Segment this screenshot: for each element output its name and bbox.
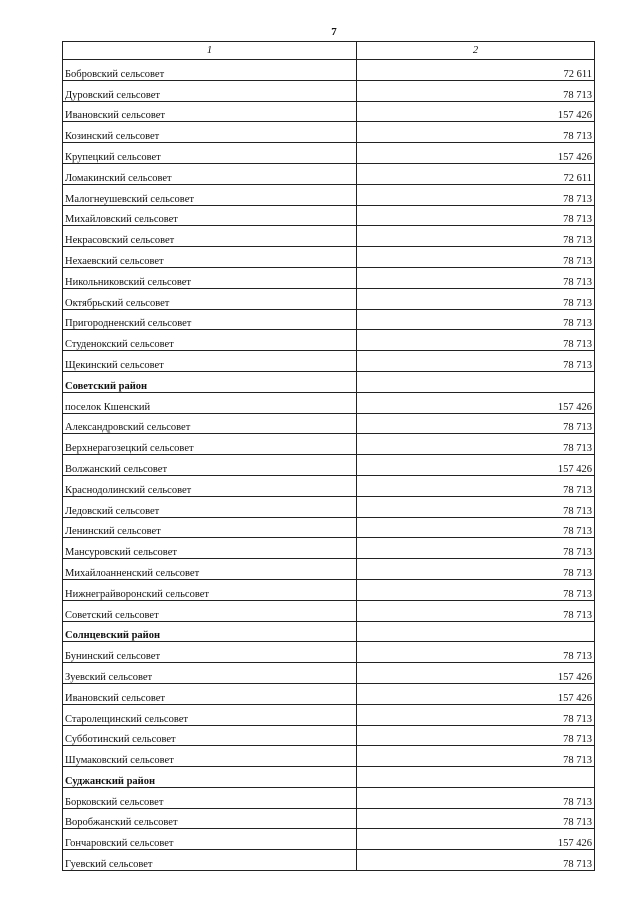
settlement-name: Бунинский сельсовет [63,642,357,663]
settlement-name: Крупецкий сельсовет [63,143,357,164]
settlement-name: Старолещинский сельсовет [63,704,357,725]
settlement-name: Бобровский сельсовет [63,60,357,81]
table-row [63,517,595,538]
table-row [63,663,595,684]
amount-cell: 78 713 [357,205,595,226]
column-header-2: 2 [357,42,595,60]
settlement-name: Шумаковский сельсовет [63,746,357,767]
settlement-name: Михайловский сельсовет [63,205,357,226]
amount-cell: 78 713 [357,247,595,268]
settlement-name: Пригородненский сельсовет [63,309,357,330]
amount-cell: 78 713 [357,267,595,288]
amount-cell: 78 713 [357,309,595,330]
table-row [63,725,595,746]
amount-cell: 78 713 [357,496,595,517]
table-row [63,559,595,580]
amount-cell: 78 713 [357,122,595,143]
amount-cell: 78 713 [357,517,595,538]
section-title: Советский район [63,371,357,392]
settlement-name: Гончаровский сельсовет [63,829,357,850]
amount-cell: 78 713 [357,184,595,205]
amount-cell: 78 713 [357,850,595,871]
settlement-name: Нехаевский сельсовет [63,247,357,268]
table-row [63,683,595,704]
settlement-name: Никольниковский сельсовет [63,267,357,288]
page-number: 7 [331,26,337,38]
table-row [63,808,595,829]
table-row [63,184,595,205]
settlement-name: Михайлоанненский сельсовет [63,559,357,580]
settlement-name: Малогнеушевский сельсовет [63,184,357,205]
table-row [63,392,595,413]
amount-cell [357,767,595,788]
settlement-name: Мансуровский сельсовет [63,538,357,559]
settlement-name: Щекинский сельсовет [63,351,357,372]
amount-cell [357,621,595,642]
amount-cell: 157 426 [357,683,595,704]
table-row [63,309,595,330]
amount-cell: 78 713 [357,330,595,351]
amount-cell: 78 713 [357,600,595,621]
amount-cell: 78 713 [357,642,595,663]
table-row [63,205,595,226]
table-row [63,455,595,476]
settlement-name: Ледовский сельсовет [63,496,357,517]
table-row [63,704,595,725]
settlement-name: Дуровский сельсовет [63,80,357,101]
settlement-name: поселок Кшенский [63,392,357,413]
table-row [63,101,595,122]
table-row [63,642,595,663]
settlement-name: Воробжанский сельсовет [63,808,357,829]
amount-cell: 78 713 [357,579,595,600]
amount-cell: 157 426 [357,829,595,850]
settlement-name: Гуевский сельсовет [63,850,357,871]
section-title: Суджанский район [63,767,357,788]
table-body [63,60,595,871]
table-row [63,600,595,621]
table-row [63,163,595,184]
table-row [63,475,595,496]
amount-cell: 78 713 [357,704,595,725]
settlement-name: Ивановский сельсовет [63,683,357,704]
section-title: Солнцевский район [63,621,357,642]
settlement-name: Краснодолинский сельсовет [63,475,357,496]
table-row [63,538,595,559]
table-row [63,434,595,455]
amount-cell: 157 426 [357,143,595,164]
table-row [63,496,595,517]
table-row [63,247,595,268]
settlement-name: Октябрьский сельсовет [63,288,357,309]
amount-cell: 72 611 [357,163,595,184]
amount-cell: 157 426 [357,455,595,476]
table-header-row [63,42,595,60]
amount-cell: 72 611 [357,60,595,81]
settlement-name: Зуевский сельсовет [63,663,357,684]
settlement-name: Ленинский сельсовет [63,517,357,538]
amount-cell [357,371,595,392]
table-row [63,746,595,767]
amount-cell: 78 713 [357,80,595,101]
table-row [63,80,595,101]
settlement-name: Нижнеграйворонский сельсовет [63,579,357,600]
table-row [63,413,595,434]
amount-cell: 78 713 [357,475,595,496]
amount-cell: 78 713 [357,559,595,580]
settlement-name: Некрасовский сельсовет [63,226,357,247]
amount-cell: 78 713 [357,746,595,767]
table-row [63,288,595,309]
amount-cell: 78 713 [357,538,595,559]
amount-cell: 78 713 [357,351,595,372]
amount-cell: 157 426 [357,663,595,684]
table-row [63,579,595,600]
settlement-name: Студенокский сельсовет [63,330,357,351]
table-row [63,351,595,372]
amount-cell: 78 713 [357,226,595,247]
amount-cell: 157 426 [357,392,595,413]
section-row [63,767,595,788]
allocation-table [62,41,595,871]
section-row [63,621,595,642]
table-row [63,122,595,143]
amount-cell: 78 713 [357,434,595,455]
amount-cell: 78 713 [357,808,595,829]
settlement-name: Козинский сельсовет [63,122,357,143]
table-row [63,787,595,808]
table-row [63,850,595,871]
table-row [63,267,595,288]
amount-cell: 78 713 [357,288,595,309]
column-header-1: 1 [63,42,357,60]
table-row [63,143,595,164]
amount-cell: 78 713 [357,787,595,808]
settlement-name: Советский сельсовет [63,600,357,621]
settlement-name: Ивановский сельсовет [63,101,357,122]
table-row [63,829,595,850]
table-row [63,60,595,81]
settlement-name: Волжанский сельсовет [63,455,357,476]
amount-cell: 78 713 [357,725,595,746]
settlement-name: Александровский сельсовет [63,413,357,434]
amount-cell: 78 713 [357,413,595,434]
table-row [63,330,595,351]
settlement-name: Ломакинский сельсовет [63,163,357,184]
settlement-name: Борковский сельсовет [63,787,357,808]
settlement-name: Верхнерагозецкий сельсовет [63,434,357,455]
section-row [63,371,595,392]
settlement-name: Субботинский сельсовет [63,725,357,746]
amount-cell: 157 426 [357,101,595,122]
table-row [63,226,595,247]
